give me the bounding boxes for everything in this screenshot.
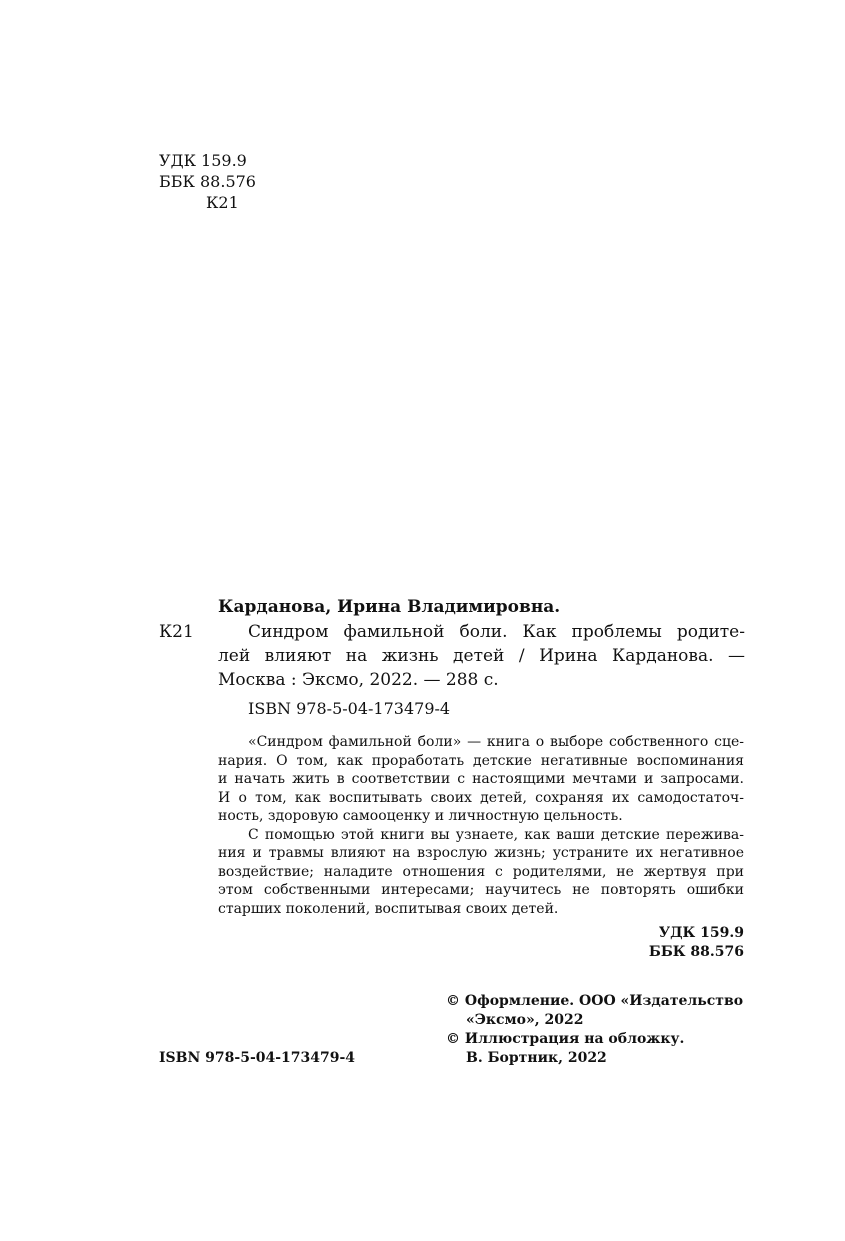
footer-isbn: ISBN 978-5-04-173479-4 (159, 1050, 356, 1066)
copyright-1-line-2: «Эксмо», 2022 (466, 1012, 584, 1028)
udk-line (159, 150, 247, 171)
bbk-label: ББК (159, 172, 195, 191)
author-mark-top: К21 (206, 193, 239, 212)
entry-title-line-2 (218, 644, 745, 668)
annotation-line-text: воздействие; наладите отношения с родителями, не жертвуя при (218, 863, 744, 880)
annotation-line (218, 770, 744, 789)
entry-title-line-3: Москва : Эксмо, 2022. — 288 с. (218, 670, 499, 690)
annotation-line: старших поколений, воспитывая своих детей. (218, 900, 559, 917)
annotation-line-text: этом собственными интересами; научитесь не повторять ошибки (218, 882, 744, 898)
entry-author-mark: К21 (159, 622, 194, 642)
udk-value: 159.9 (201, 151, 247, 170)
annotation-line-text: нария. О том, как проработать детские негативные воспоминания (218, 752, 744, 769)
annotation-line (248, 733, 744, 752)
entry-author: Карданова, Ирина Владимировна. (218, 597, 561, 617)
annotation-line (218, 844, 744, 863)
entry-title-line-2-text: лей влияют на жизнь детей / Ирина Карданова. — (218, 646, 745, 666)
annotation-line (248, 826, 744, 845)
bbk-line (159, 171, 256, 192)
annotation-line (218, 752, 744, 771)
bottom-udk: УДК 159.9 (658, 925, 744, 941)
udk-label: УДК (159, 151, 196, 170)
bottom-classification-block (649, 924, 744, 962)
annotation-line (218, 863, 744, 882)
entry-title-line-1-text: Синдром фамильной боли. Как проблемы родите- (248, 622, 745, 642)
annotation-line: ность, здоровую самооценку и личностную цельность. (218, 808, 623, 824)
top-classification-block (159, 150, 359, 216)
annotation-line-text: И о том, как воспитывать своих детей, сохраняя их самодостаточ- (218, 789, 744, 806)
annotation-line-text: и начать жить в соответствии с настоящими мечтами и запросами. (218, 771, 744, 787)
bbk-value: 88.576 (200, 172, 256, 191)
copyright-2-line-2: В. Бортник, 2022 (466, 1050, 607, 1066)
entry-title-line-1 (248, 620, 745, 644)
annotation-line-text: ния и травмы влияют на взрослую жизнь; устраните их негативное (218, 845, 744, 861)
copyright-1-line-1: © Оформление. ООО «Издательство (446, 993, 744, 1009)
copyright-2-line-1: © Иллюстрация на обложку. (446, 1031, 685, 1047)
entry-isbn: ISBN 978-5-04-173479-4 (248, 699, 451, 718)
annotation-line-text: С помощью этой книги вы узнаете, как ваши детские пережива- (248, 826, 744, 843)
annotation-line-text: «Синдром фамильной боли» — книга о выборе собственного сце- (248, 734, 744, 750)
annotation-line (218, 881, 744, 900)
bottom-bbk: ББК 88.576 (648, 944, 744, 960)
annotation-line (218, 789, 744, 808)
